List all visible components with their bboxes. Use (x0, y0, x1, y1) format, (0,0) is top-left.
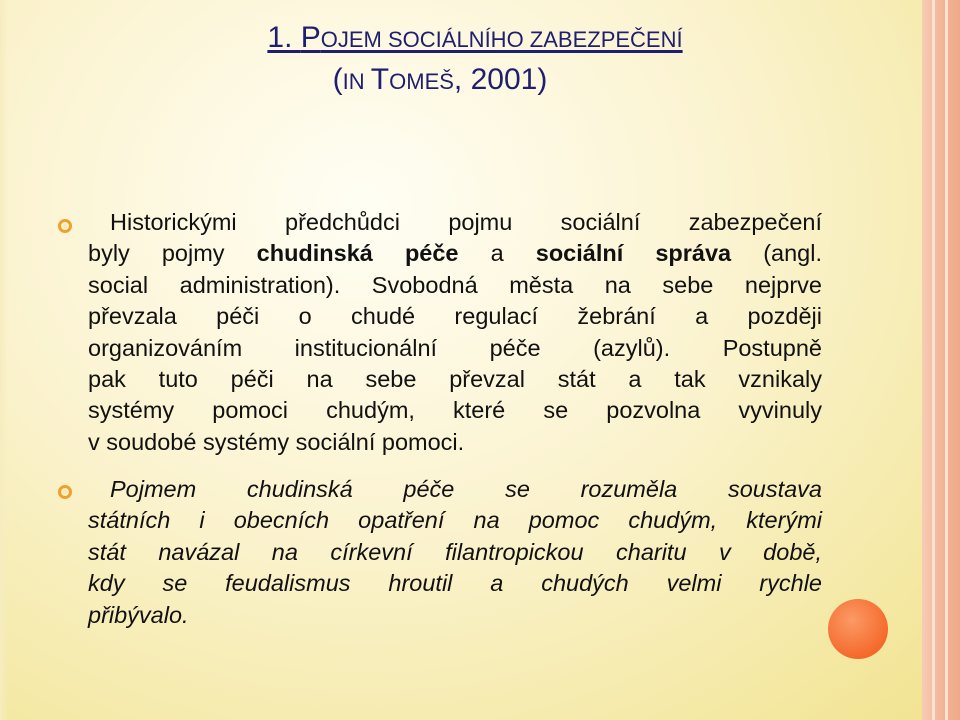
slide-title: 1. POJEM SOCIÁLNÍHO ZABEZPEČENÍ (267, 21, 683, 54)
orange-circle-decoration (828, 599, 888, 659)
paragraph-definition: Pojmem chudinská péče se rozuměla soustava státních i obecních opatření na pomoc chudým, kterými stát navázal na církevní filantropickou charitu v době, kdy se feudalismus hroutil a chudých velmi rychle přibývalo. (88, 476, 822, 628)
right-stripe (932, 0, 935, 720)
ring-bullet-icon (58, 219, 72, 233)
right-decorative-band (922, 0, 960, 720)
right-stripe (945, 0, 948, 720)
ring-bullet-icon (58, 485, 72, 499)
slide-subtitle: (IN TOMEŠ, 2001) (332, 63, 548, 96)
paragraph-history: Historickými předchůdci pojmu sociální zabezpečení byly pojmy chudinská péče a sociální správa (angl. social administration). Svobodná města na sebe nejprve převzala péči o chudé regulací žebrání a později organizováním institucionální péče (azylů). Postupně pak tuto péči na sebe převzal stát a tak vznikaly systémy pomoci chudým, které se pozvolna vyvinuly v soudobé systémy sociální pomoci. (88, 209, 822, 455)
left-edge-shading (0, 0, 8, 720)
